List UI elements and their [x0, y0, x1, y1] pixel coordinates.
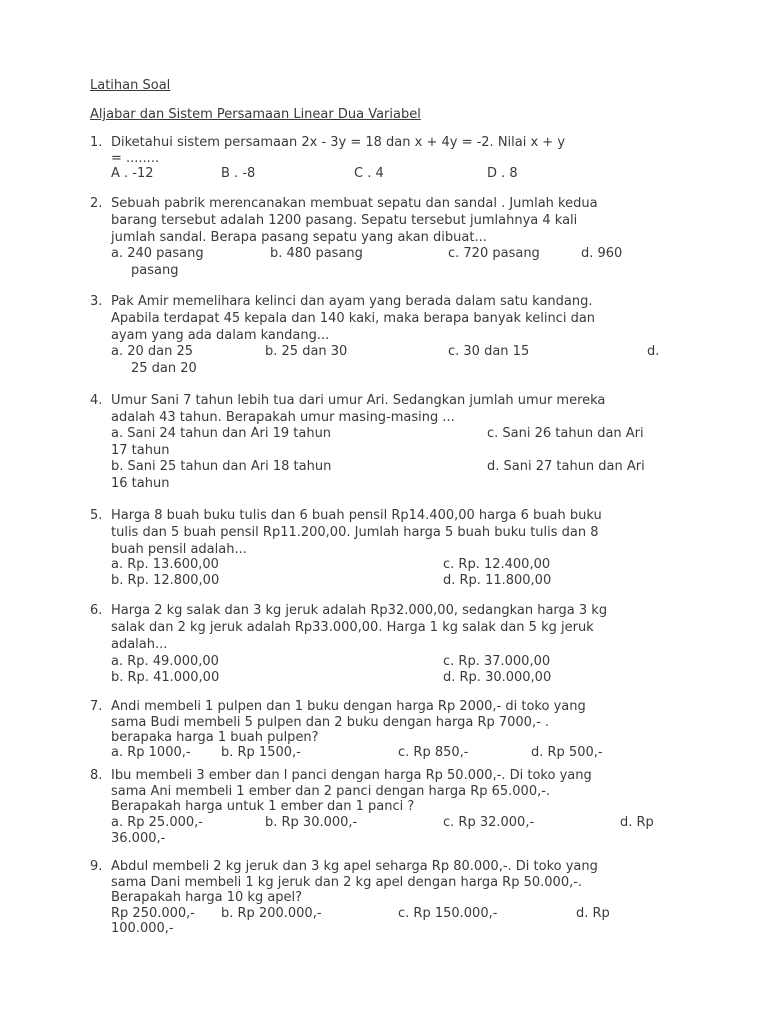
option-c[interactable]: c. 720 pasang	[448, 246, 540, 261]
option-d-wrap: 36.000,-	[111, 831, 166, 846]
option-c-wrap: 17 tahun	[111, 443, 170, 458]
question-text-line: barang tersebut adalah 1200 pasang. Sepatu tersebut jumlahnya 4 kali	[111, 213, 578, 228]
question-text-line: Berapakah harga 10 kg apel?	[111, 890, 303, 905]
option-a[interactable]: a. Sani 24 tahun dan Ari 19 tahun	[111, 426, 332, 441]
option-c[interactable]: c. Rp 32.000,-	[443, 815, 535, 830]
option-d[interactable]: d. Rp 500,-	[531, 745, 603, 760]
option-c[interactable]: c. Rp 150.000,-	[398, 906, 498, 921]
option-d[interactable]: d. Rp. 30.000,00	[443, 670, 552, 685]
question-text-line: Diketahui sistem persamaan 2x - 3y = 18 dan x + 4y = -2. Nilai x + y	[111, 135, 566, 150]
question-text-line: Abdul membeli 2 kg jeruk dan 3 kg apel seharga Rp 80.000,-. Di toko yang	[111, 859, 598, 874]
option-d[interactable]: d. Rp. 11.800,00	[443, 573, 552, 588]
option-b[interactable]: b. Sani 25 tahun dan Ari 18 tahun	[111, 459, 332, 474]
option-d-wrap: 25 dan 20	[131, 361, 197, 376]
question-text-line: ayam yang ada dalam kandang...	[111, 328, 330, 343]
question-text-line: Apabila terdapat 45 kepala dan 140 kaki, maka berapa banyak kelinci dan	[111, 311, 596, 326]
question-text-line: adalah 43 tahun. Berapakah umur masing-masing ...	[111, 410, 455, 425]
option-a[interactable]: a. 240 pasang	[111, 246, 204, 261]
option-b[interactable]: b. Rp 1500,-	[221, 745, 301, 760]
question-text-line: Harga 2 kg salak dan 3 kg jeruk adalah Rp32.000,00, sedangkan harga 3 kg	[111, 603, 608, 618]
question-text-line: Umur Sani 7 tahun lebih tua dari umur Ari. Sedangkan jumlah umur mereka	[111, 393, 606, 408]
question-number: 6.	[90, 603, 103, 618]
option-d[interactable]: d. Rp	[620, 815, 654, 830]
option-a[interactable]: a. Rp. 13.600,00	[111, 557, 219, 572]
question-text-line: salak dan 2 kg jeruk adalah Rp33.000,00. Harga 1 kg salak dan 5 kg jeruk	[111, 620, 594, 635]
option-b[interactable]: b. Rp 30.000,-	[265, 815, 358, 830]
question-number: 5.	[90, 508, 103, 523]
option-c[interactable]: C . 4	[354, 166, 384, 181]
question-text-line: sama Dani membeli 1 kg jeruk dan 2 kg apel dengan harga Rp 50.000,-.	[111, 875, 583, 890]
question-number: 8.	[90, 768, 103, 783]
question-number: 2.	[90, 196, 103, 211]
question-text-line: Sebuah pabrik merencanakan membuat sepatu dan sandal . Jumlah kedua	[111, 196, 598, 211]
option-d[interactable]: d. Sani 27 tahun dan Ari	[487, 459, 645, 474]
doc-title: Latihan Soal	[90, 78, 171, 93]
question-text-line: adalah...	[111, 637, 168, 652]
question-text-line: berapaka harga 1 buah pulpen?	[111, 730, 319, 745]
option-a[interactable]: a. Rp. 49.000,00	[111, 654, 219, 669]
question-number: 4.	[90, 393, 103, 408]
option-a[interactable]: a. Rp 1000,-	[111, 745, 191, 760]
option-b[interactable]: b. Rp. 41.000,00	[111, 670, 220, 685]
option-a[interactable]: Rp 250.000,-	[111, 906, 195, 921]
option-d-wrap: 16 tahun	[111, 476, 170, 491]
question-text-line: jumlah sandal. Berapa pasang sepatu yang akan dibuat...	[111, 230, 487, 245]
question-text-line: Ibu membeli 3 ember dan l panci dengan harga Rp 50.000,-. Di toko yang	[111, 768, 592, 783]
option-b[interactable]: b. Rp. 12.800,00	[111, 573, 220, 588]
question-text-line: Pak Amir memelihara kelinci dan ayam yang berada dalam satu kandang.	[111, 294, 593, 309]
option-c[interactable]: c. 30 dan 15	[448, 344, 530, 359]
question-text-line: buah pensil adalah...	[111, 542, 247, 557]
option-c[interactable]: c. Sani 26 tahun dan Ari	[487, 426, 644, 441]
question-text-line: Berapakah harga untuk 1 ember dan 1 panci ?	[111, 799, 415, 814]
question-text-line: Andi membeli 1 pulpen dan 1 buku dengan harga Rp 2000,- di toko yang	[111, 699, 586, 714]
question-number: 9.	[90, 859, 103, 874]
option-d[interactable]: d. Rp	[576, 906, 610, 921]
doc-subtitle: Aljabar dan Sistem Persamaan Linear Dua Variabel	[90, 107, 421, 122]
question-number: 1.	[90, 135, 103, 150]
option-b[interactable]: B . -8	[221, 166, 256, 181]
question-text-line: = ........	[111, 151, 160, 166]
option-a[interactable]: a. Rp 25.000,-	[111, 815, 203, 830]
option-d[interactable]: D . 8	[487, 166, 518, 181]
option-c[interactable]: c. Rp. 12.400,00	[443, 557, 551, 572]
option-b[interactable]: b. Rp 200.000,-	[221, 906, 322, 921]
question-text-line: sama Budi membeli 5 pulpen dan 2 buku dengan harga Rp 7000,- .	[111, 715, 550, 730]
option-c[interactable]: c. Rp 850,-	[398, 745, 469, 760]
question-text-line: Harga 8 buah buku tulis dan 6 buah pensil Rp14.400,00 harga 6 buah buku	[111, 508, 602, 523]
option-b[interactable]: b. 25 dan 30	[265, 344, 348, 359]
question-number: 7.	[90, 699, 103, 714]
question-text-line: sama Ani membeli 1 ember dan 2 panci dengan harga Rp 65.000,-.	[111, 784, 551, 799]
option-c[interactable]: c. Rp. 37.000,00	[443, 654, 551, 669]
question-number: 3.	[90, 294, 103, 309]
option-d-wrap: 100.000,-	[111, 921, 174, 936]
option-d[interactable]: d.	[647, 344, 660, 359]
question-text-line: tulis dan 5 buah pensil Rp11.200,00. Jumlah harga 5 buah buku tulis dan 8	[111, 525, 599, 540]
option-b[interactable]: b. 480 pasang	[270, 246, 363, 261]
option-a[interactable]: a. 20 dan 25	[111, 344, 194, 359]
option-a[interactable]: A . -12	[111, 166, 154, 181]
option-d-wrap: pasang	[131, 263, 179, 278]
option-d[interactable]: d. 960	[581, 246, 623, 261]
